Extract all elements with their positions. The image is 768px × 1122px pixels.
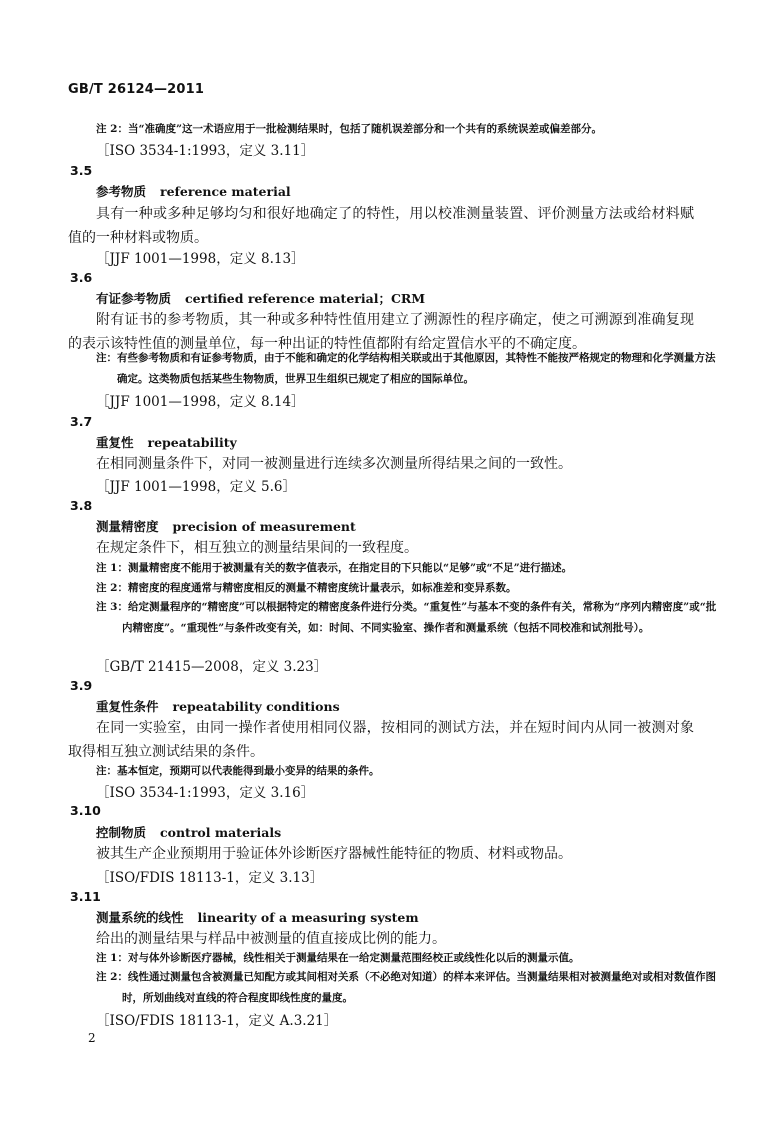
note: 注 3：给定测量程序的“精密度”可以根据特定的精密度条件进行分类。“重复性”与基本不变的条件有关，常称为“序列内精密度”或“批内精密度”。“重现性”与条件改变有关，如：时间、不同实验室、操作者和测量系统（包括不同校准和试剂批号）。 [96, 601, 717, 634]
note: 注 2：当“准确度”这一术语应用于一批检测结果时，包括了随机误差部分和一个共有的系统误差或偏差部分。 [96, 123, 603, 135]
term-english: repeatability conditions [172, 699, 340, 714]
note: 注 2：线性通过测量包含被测量已知配方或其间相对关系（不必绝对知道）的样本来评估。当测量结果相对被测量绝对或相对数值作图时，所划曲线对直线的符合程度即线性度的量度。 [96, 971, 716, 1004]
clause-number: 3.10 [70, 803, 101, 818]
clause-number: 3.7 [70, 414, 93, 429]
term-english: reference material [160, 184, 291, 199]
reference: ［JJF 1001—1998，定义 8.14］ [96, 394, 305, 410]
page-number: 2 [88, 1031, 96, 1045]
term-english: repeatability [147, 435, 237, 450]
term-heading [96, 823, 281, 841]
note: 注 1：测量精密度不能用于被测量有关的数字值表示，在指定目的下只能以“足够”或“不足”进行描述。 [96, 562, 573, 574]
term-english: certified reference material；CRM [185, 291, 426, 306]
reference: ［GB/T 21415—2008，定义 3.23］ [96, 659, 328, 675]
standard-header: GB/T 26124—2011 [68, 82, 205, 97]
reference: ［JJF 1001—1998，定义 5.6］ [96, 479, 296, 495]
reference: ［ISO/FDIS 18113-1，定义 A.3.21］ [96, 1013, 338, 1029]
note: 注 1：对与体外诊断医疗器械，线性相关于测量结果在一给定测量范围经校正或线性化以后的测量示值。 [96, 952, 580, 964]
term-heading [96, 697, 340, 715]
clause-number: 3.8 [70, 498, 93, 513]
term-english: precision of measurement [172, 519, 356, 534]
note: 注 2：精密度的程度通常与精密度相反的测量不精密度统计量表示，如标准差和变异系数。 [96, 582, 517, 594]
note: 注：有些参考物质和有证参考物质，由于不能和确定的化学结构相关联或出于其他原因，其特性不能按严格规定的物理和化学测量方法确定。这类物质包括某些生物物质，世界卫生组织已规定了相应的国际单位。 [96, 352, 716, 385]
term-chinese: 重复性条件 [96, 699, 159, 714]
term-chinese: 有证参考物质 [96, 291, 172, 306]
definition: 给出的测量结果与样品中被测量的值直接成比例的能力。 [96, 931, 446, 947]
term-heading [96, 289, 425, 307]
definition: 在规定条件下，相互独立的测量结果间的一致程度。 [96, 540, 418, 556]
definition: 在相同测量条件下，对同一被测量进行连续多次测量所得结果之间的一致性。 [96, 456, 572, 472]
definition: 附有证书的参考物质，其一种或多种特性值用建立了溯源性的程序确定，使之可溯源到准确复现的表示该特性值的测量单位，每一种出证的特性值都附有给定置信水平的不确定度。 [68, 312, 694, 352]
term-heading [96, 182, 291, 200]
term-english: control materials [160, 825, 282, 840]
definition: 在同一实验室，由同一操作者使用相同仪器，按相同的测试方法，并在短时间内从同一被测对象取得相互独立测试结果的条件。 [68, 720, 694, 760]
term-chinese: 参考物质 [96, 184, 147, 199]
definition: 具有一种或多种足够均匀和很好地确定了的特性，用以校准测量装置、评价测量方法或给材料赋值的一种材料或物质。 [68, 206, 694, 246]
term-heading [96, 433, 237, 451]
definition: 被其生产企业预期用于验证体外诊断医疗器械性能特征的物质、材料或物品。 [96, 846, 572, 862]
reference: ［ISO 3534-1:1993，定义 3.11］ [96, 143, 315, 159]
term-chinese: 测量精密度 [96, 519, 159, 534]
clause-number: 3.6 [70, 270, 93, 285]
term-heading [96, 908, 419, 926]
reference: ［ISO 3534-1:1993，定义 3.16］ [96, 785, 315, 801]
clause-number: 3.5 [70, 163, 93, 178]
term-chinese: 测量系统的线性 [96, 910, 184, 925]
reference: ［JJF 1001—1998，定义 8.13］ [96, 251, 305, 267]
reference: ［ISO/FDIS 18113-1，定义 3.13］ [96, 870, 324, 886]
term-english: linearity of a measuring system [197, 910, 419, 925]
clause-number: 3.9 [70, 678, 93, 693]
term-chinese: 控制物质 [96, 825, 147, 840]
term-chinese: 重复性 [96, 435, 134, 450]
note: 注：基本恒定，预期可以代表能得到最小变异的结果的条件。 [96, 765, 380, 777]
clause-number: 3.11 [70, 889, 101, 904]
term-heading [96, 517, 356, 535]
